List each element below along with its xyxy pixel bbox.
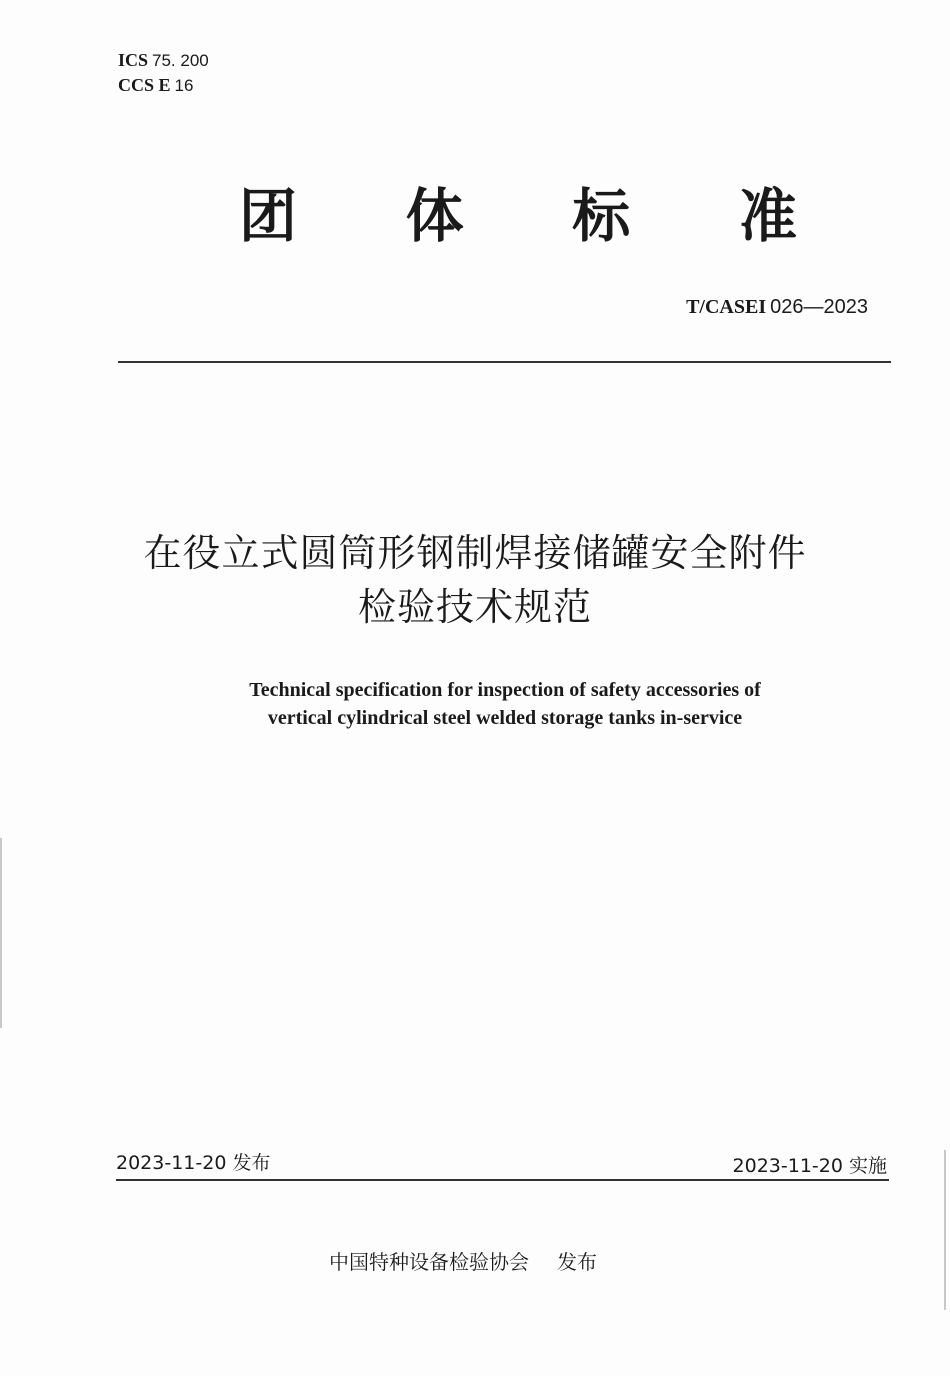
top-divider [118, 361, 891, 363]
ccs-code [118, 73, 209, 98]
doc-type-char-2: 体 [405, 182, 464, 250]
doc-type-char-1: 团 [238, 182, 297, 250]
english-title-line-1: Technical specification for inspection of safety accessories of [249, 679, 761, 701]
publisher-action: 发布 [557, 1250, 597, 1274]
standard-number-digits: 026—2023 [770, 296, 868, 318]
doc-type-char-4: 准 [738, 182, 797, 250]
english-title [100, 676, 910, 732]
publish-date: 2023-11-20 发布 [116, 1152, 271, 1174]
ccs-value: 16 [174, 76, 194, 95]
publisher-name: 中国特种设备检验协会 [329, 1250, 529, 1274]
document-type-heading [218, 178, 818, 254]
standard-number [686, 296, 868, 319]
scan-edge-mark-right [944, 1150, 946, 1310]
implementation-date: 2023-11-20 实施 [732, 1155, 887, 1177]
chinese-title-line-2: 检验技术规范 [357, 585, 592, 629]
classification-codes [118, 48, 209, 98]
bottom-divider [116, 1179, 889, 1181]
chinese-title-line-1: 在役立式圆筒形钢制焊接储罐安全附件 [143, 531, 807, 575]
scan-edge-mark [0, 838, 2, 1028]
publisher-line [329, 1246, 597, 1275]
ccs-label: CCS E [118, 75, 171, 95]
ics-value: 75. 200 [152, 51, 209, 70]
ics-label: ICS [118, 50, 149, 70]
english-title-line-2: vertical cylindrical steel welded storage tanks in-service [267, 707, 743, 729]
chinese-title [100, 526, 850, 634]
standard-number-prefix: T/CASEI [686, 296, 767, 318]
ics-code [118, 48, 209, 73]
doc-type-char-3: 标 [572, 182, 631, 250]
